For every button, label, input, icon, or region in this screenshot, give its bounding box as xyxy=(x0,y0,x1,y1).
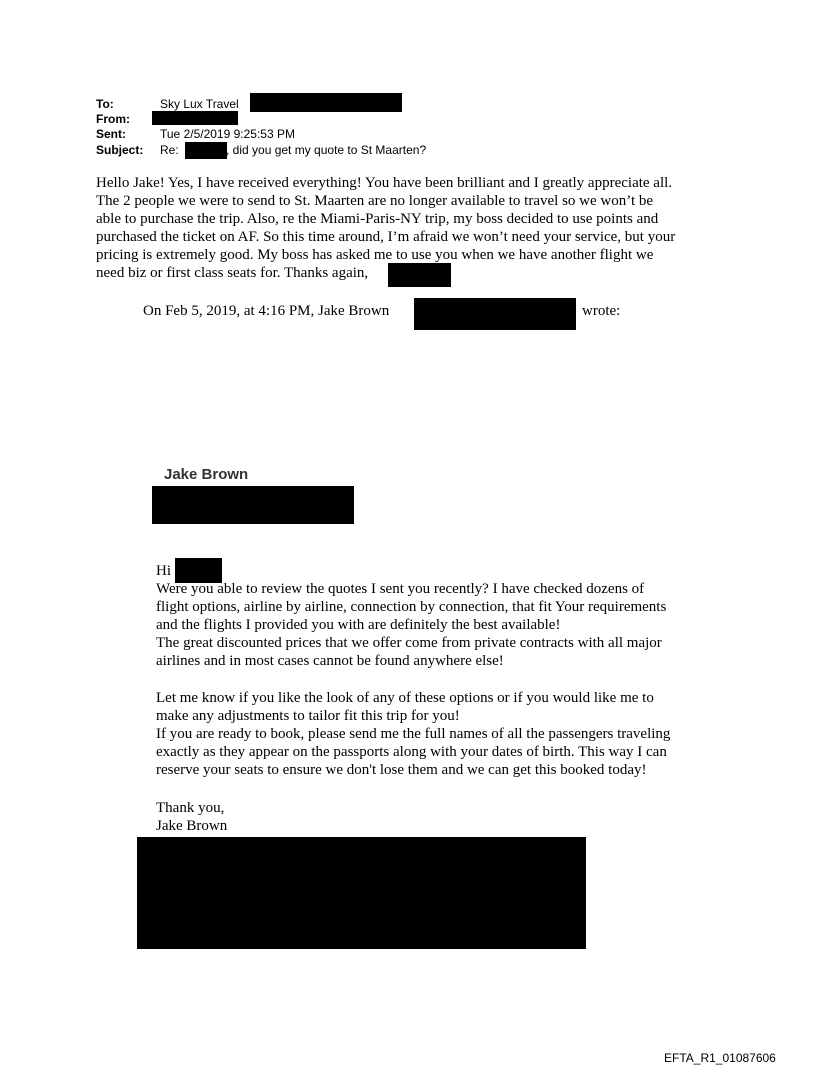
redaction-block xyxy=(152,111,238,125)
sent-value: Tue 2/5/2019 9:25:53 PM xyxy=(160,127,295,141)
quoted-line: reserve your seats to ensure we don't lose them and we can get this booked today! xyxy=(156,762,647,778)
subject-label: Subject: xyxy=(96,143,144,157)
quoted-line: airlines and in most cases cannot be found anywhere else! xyxy=(156,653,504,669)
document-id: EFTA_R1_01087606 xyxy=(664,1051,776,1065)
to-value: Sky Lux Travel xyxy=(160,97,239,111)
redaction-block xyxy=(388,263,451,287)
redaction-block xyxy=(137,837,586,949)
subject-text: , did you get my quote to St Maarten? xyxy=(226,143,427,157)
sent-label: Sent: xyxy=(96,127,126,141)
quoted-line: and the flights I provided you with are definitely the best available! xyxy=(156,617,561,633)
quote-header-suffix: wrote: xyxy=(582,303,621,319)
redaction-block xyxy=(250,93,402,112)
redaction-block xyxy=(185,142,227,159)
sender-name: Jake Brown xyxy=(164,466,249,483)
reply-line: Hello Jake! Yes, I have received everything! You have been brilliant and I greatly appreciate all. xyxy=(96,175,673,191)
quoted-line: If you are ready to book, please send me the full names of all the passengers traveling xyxy=(156,726,671,742)
reply-line: able to purchase the trip. Also, re the Miami-Paris-NY trip, my boss decided to use points and xyxy=(96,211,659,227)
quoted-line: Were you able to review the quotes I sent you recently? I have checked dozens of xyxy=(156,581,645,597)
reply-line: purchased the ticket on AF. So this time around, I’m afraid we won’t need your service, but your xyxy=(96,229,676,245)
quoted-line: exactly as they appear on the passports along with your dates of birth. This way I can xyxy=(156,744,667,760)
redaction-block xyxy=(152,486,354,524)
reply-line: pricing is extremely good. My boss has asked me to use you when we have another flight we xyxy=(96,247,654,263)
quoted-line: make any adjustments to tailor fit this trip for you! xyxy=(156,708,460,724)
quoted-line: Let me know if you like the look of any of these options or if you would like me to xyxy=(156,690,654,706)
quoted-line: flight options, airline by airline, connection by connection, that fit Your requirements xyxy=(156,599,667,615)
reply-line: need biz or first class seats for. Thanks again, xyxy=(96,265,369,281)
greeting: Hi xyxy=(156,563,171,579)
quote-header-prefix: On Feb 5, 2019, at 4:16 PM, Jake Brown xyxy=(143,303,390,319)
reply-line: The 2 people we were to send to St. Maarten are no longer available to travel so we won’t be xyxy=(96,193,654,209)
to-label: To: xyxy=(96,97,114,111)
quoted-line: The great discounted prices that we offer come from private contracts with all major xyxy=(156,635,662,651)
redaction-block xyxy=(175,558,222,583)
closing-name: Jake Brown xyxy=(156,818,228,834)
closing: Thank you, xyxy=(156,800,225,816)
subject-prefix: Re: xyxy=(160,143,179,157)
redaction-block xyxy=(414,298,576,330)
from-label: From: xyxy=(96,112,130,126)
